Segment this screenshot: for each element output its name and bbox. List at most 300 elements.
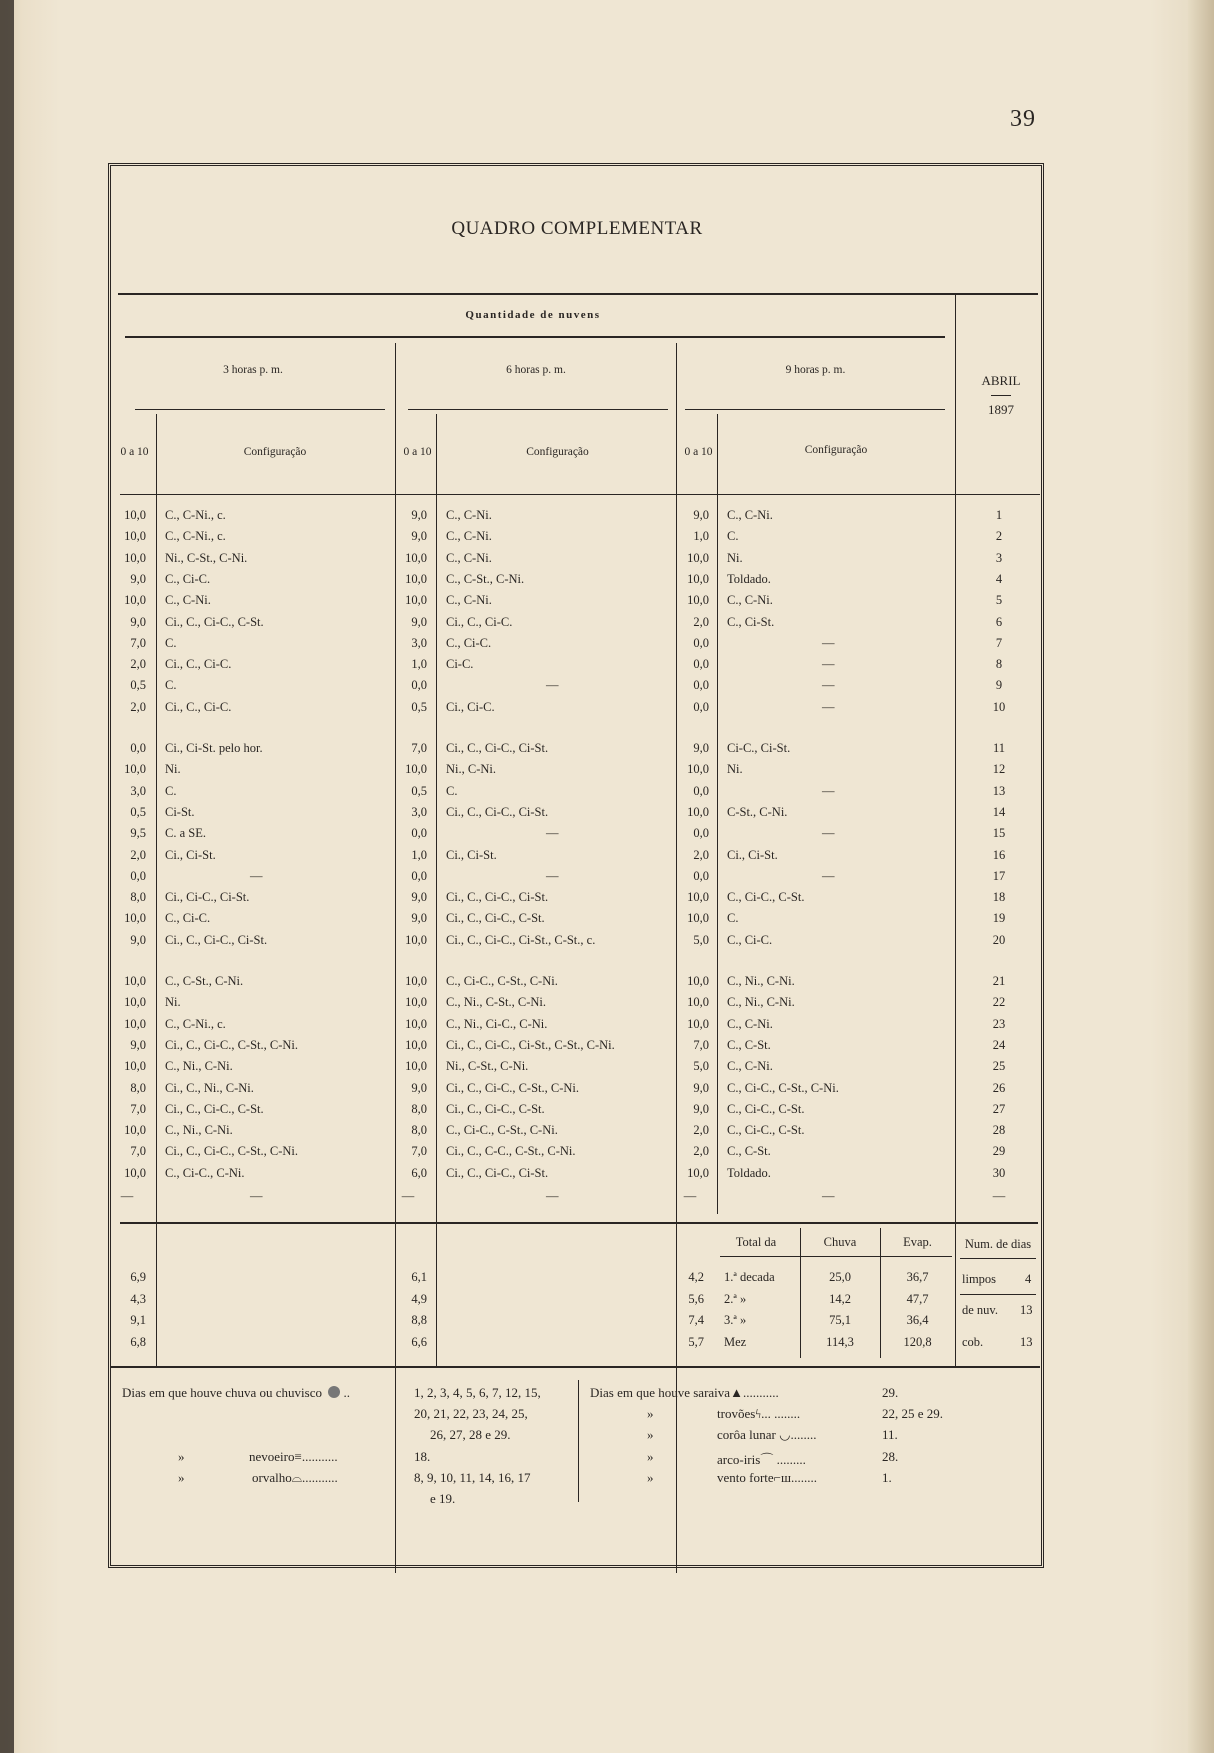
table-row [0, 826, 1214, 847]
footer-divider [578, 1380, 579, 1502]
qty-9pm: 10,0 [687, 804, 709, 819]
year-label: 1897 [988, 402, 1014, 417]
footer-saraiva: Dias em que houve saraiva▲........... [590, 1385, 779, 1400]
qty-9pm: 1,0 [693, 529, 709, 544]
mean-9pm: 4,2 [688, 1270, 704, 1284]
config-6pm: Ci., C., Ci-C., Ci-St., C-St., C-Ni. [446, 1037, 615, 1052]
qty-9pm: 5,0 [693, 932, 709, 947]
day-number: 19 [992, 911, 1006, 926]
config-6pm: Ci., C., Ci-C. [446, 614, 513, 629]
qty-9pm: 0,0 [693, 783, 709, 798]
table-row [0, 700, 1214, 721]
thunder-symbol-icon: ϟ [755, 1406, 762, 1421]
summary-period: 1.ª decada [724, 1270, 775, 1284]
mean-6pm: 6,1 [411, 1270, 427, 1284]
swash-6pm [408, 409, 668, 410]
day-number: 14 [992, 804, 1006, 819]
qty-9pm: 2,0 [693, 847, 709, 862]
config-6pm: C., Ci-C., C-St., C-Ni. [446, 974, 558, 988]
qty-3pm: 10,0 [124, 593, 146, 608]
day-number: 6 [995, 614, 1003, 629]
header-rule [118, 293, 1038, 295]
rain-symbol-icon [328, 1386, 340, 1398]
qty-9pm: 10,0 [687, 593, 709, 608]
day-number: 3 [995, 550, 1003, 565]
footer-chuva-days-3: 26, 27, 28 e 29. [430, 1427, 511, 1442]
col-qty-6pm: 0 a 10 [403, 446, 432, 458]
config-9pm: C., Ci-C., C-St. [727, 890, 805, 905]
qty-9pm: — [683, 1189, 697, 1203]
config-3pm: C., Ni., C-Ni. [165, 1059, 233, 1074]
month-label: ABRIL [981, 373, 1021, 388]
qty-6pm: 6,0 [411, 1165, 427, 1180]
dew-symbol-icon: ⌓ [291, 1470, 303, 1485]
footer-chuva-label: Dias em que houve chuva ou chuvisco [122, 1385, 323, 1400]
config-6pm: Ci., Ci-St. [446, 847, 497, 862]
config-9pm: — [822, 826, 835, 841]
table-row [0, 1038, 1214, 1059]
qty-3pm: 9,0 [130, 1037, 146, 1052]
config-9pm: C., C-Ni. [727, 1016, 773, 1031]
day-number: 4 [995, 571, 1003, 586]
qty-6pm: 10,0 [405, 1059, 427, 1074]
day-number: 2 [995, 529, 1003, 544]
qty-9pm: 9,0 [693, 1080, 709, 1095]
period-3pm: 3 horas p. m. [223, 364, 283, 376]
mean-6pm: 4,9 [411, 1292, 427, 1306]
qty-6pm: 3,0 [411, 635, 427, 650]
qty-3pm: 9,0 [130, 571, 146, 586]
qty-6pm: 9,0 [411, 911, 427, 926]
qty-3pm: 8,0 [130, 1080, 146, 1095]
col-qty-3pm: 0 a 10 [120, 446, 149, 458]
fog-symbol-icon: ≡ [294, 1449, 302, 1464]
day-number: 22 [992, 995, 1006, 1010]
qty-9pm: 0,0 [693, 635, 709, 650]
qty-3pm: 8,0 [130, 890, 146, 905]
config-9pm: C., Ni., C-Ni. [727, 974, 795, 988]
day-number: 25 [992, 1059, 1006, 1074]
day-number: 26 [992, 1080, 1006, 1095]
table-row [0, 784, 1214, 805]
qty-6pm: 7,0 [411, 741, 427, 755]
config-3pm: Ci-St. [165, 804, 195, 819]
config-9pm: Ni. [727, 550, 743, 565]
summary-sub-rule [720, 1256, 952, 1257]
config-6pm: C., Ni., C-St., C-Ni. [446, 995, 547, 1010]
config-3pm: C., C-St., C-Ni. [165, 974, 244, 988]
qty-6pm: 9,0 [411, 614, 427, 629]
footer-vento-label: vento forte [717, 1470, 774, 1485]
footer-vento: vento forte⌐ш........ [717, 1470, 818, 1485]
config-9pm: C., C-St. [727, 1037, 771, 1052]
qty-6pm: 1,0 [411, 657, 427, 672]
qty-3pm: 3,0 [130, 783, 146, 798]
config-3pm: Ci., C., Ci-C., Ci-St. [165, 932, 268, 947]
qty-3pm: 0,5 [130, 804, 146, 819]
day-number: 15 [992, 826, 1006, 841]
qty-6pm: 9,0 [411, 890, 427, 905]
denuv-label: de nuv. [962, 1303, 998, 1317]
month-rule [991, 395, 1011, 396]
col-config-6pm: Configuração [526, 446, 589, 458]
table-row [0, 974, 1214, 995]
qty-3pm: 9,0 [130, 932, 146, 947]
swash-9pm [685, 409, 945, 410]
config-6pm: C., Ci-C., C-St., C-Ni. [446, 1123, 558, 1138]
config-6pm: — [546, 1189, 559, 1203]
config-9pm: Toldado. [727, 1165, 771, 1180]
qty-9pm: 7,0 [693, 1037, 709, 1052]
day-number: — [992, 1189, 1006, 1203]
config-6pm: Ci., Ci-C. [446, 699, 495, 714]
qty-9pm: 10,0 [687, 762, 709, 777]
footer-saraiva-label: Dias em que houve saraiva [590, 1385, 731, 1400]
footer-ditto-6: » [647, 1470, 654, 1485]
day-number: 27 [992, 1101, 1006, 1116]
table-row [0, 508, 1214, 529]
qty-6pm: 3,0 [411, 804, 427, 819]
footer-coroa: corôa lunar ◡........ [717, 1427, 817, 1442]
config-3pm: — [250, 1189, 263, 1203]
chuva-value: 114,3 [826, 1335, 854, 1349]
col-config-3pm: Configuração [243, 446, 307, 458]
table-row [0, 636, 1214, 657]
mean-3pm: 9,1 [130, 1313, 146, 1327]
numdias-label: Num. de dias [964, 1237, 1032, 1251]
config-3pm: C. a SE. [165, 826, 206, 841]
footer-ditto-2: » [178, 1470, 185, 1485]
table-row [0, 551, 1214, 572]
day-number: 30 [992, 1165, 1006, 1180]
mean-6pm: 6,6 [411, 1335, 427, 1349]
table-row [0, 1017, 1214, 1038]
strong-wind-symbol-icon: ⌐ш [773, 1470, 792, 1485]
limpos-label: limpos [962, 1272, 997, 1286]
col-qty-9pm: 0 a 10 [684, 446, 713, 458]
config-6pm: Ni., C-St., C-Ni. [446, 1059, 529, 1074]
config-3pm: Ci., C., Ni., C-Ni. [165, 1080, 254, 1095]
day-number: 1 [995, 508, 1003, 522]
qty-3pm: 10,0 [124, 1165, 146, 1180]
config-9pm: C., C-St. [727, 1144, 771, 1159]
qty-6pm: 10,0 [405, 593, 427, 608]
qty-3pm: 10,0 [124, 550, 146, 565]
group-header: Quantidade de nuvens [465, 309, 601, 321]
qty-6pm: 10,0 [405, 974, 427, 988]
config-6pm: C., C-Ni. [446, 529, 492, 544]
table-row [0, 1123, 1214, 1144]
qty-9pm: 0,0 [693, 657, 709, 672]
qty-3pm: 7,0 [130, 1101, 146, 1116]
footer-chuva: Dias em que houve chuva ou chuvisco .. [122, 1385, 351, 1400]
config-9pm: Toldado. [727, 571, 771, 586]
config-3pm: C. [165, 678, 177, 693]
config-9pm: C., Ci-C., C-St. [727, 1123, 805, 1138]
footer-arco-days: 28. [882, 1449, 899, 1464]
config-3pm: Ci., C., Ci-C., C-St., C-Ni. [165, 1144, 299, 1159]
table-row [0, 1102, 1214, 1123]
qty-6pm: 8,0 [411, 1123, 427, 1138]
config-9pm: — [822, 868, 835, 883]
config-9pm: C., C-Ni. [727, 1059, 773, 1074]
qty-9pm: 10,0 [687, 911, 709, 926]
qty-6pm: 10,0 [405, 1016, 427, 1031]
config-6pm: C., Ci-C. [446, 635, 492, 650]
qty-3pm: 10,0 [124, 508, 146, 522]
qty-6pm: 10,0 [405, 995, 427, 1010]
config-9pm: — [822, 635, 835, 650]
qty-9pm: 9,0 [693, 508, 709, 522]
chuva-value: 25,0 [829, 1270, 851, 1284]
qty-3pm: 2,0 [130, 657, 146, 672]
table-row [0, 572, 1214, 593]
config-3pm: C., Ni., C-Ni. [165, 1123, 233, 1138]
qty-3pm: 7,0 [130, 1144, 146, 1159]
qty-3pm: 0,0 [130, 868, 146, 883]
footer-orvalho: orvalho⌓........... [252, 1470, 338, 1485]
mean-9pm: 5,7 [688, 1335, 704, 1349]
summary-rule [120, 1222, 1038, 1224]
lunar-corona-symbol-icon: ◡ [779, 1427, 791, 1442]
day-number: 13 [992, 783, 1006, 798]
column-header-rule [120, 494, 1040, 495]
denuv-count: 13 [1020, 1303, 1033, 1317]
config-6pm: C., C-Ni. [446, 508, 492, 522]
config-3pm: Ci., C., Ci-C., C-St., C-Ni. [165, 1037, 299, 1052]
config-6pm: — [546, 868, 559, 883]
footer-ditto-4: » [647, 1427, 654, 1442]
config-6pm: C. [446, 783, 458, 798]
table-row [0, 593, 1214, 614]
qty-3pm: 9,0 [130, 614, 146, 629]
config-9pm: C., Ci-St. [727, 614, 775, 629]
qty-6pm: 10,0 [405, 1037, 427, 1052]
qty-6pm: 9,0 [411, 1080, 427, 1095]
qty-6pm: 1,0 [411, 847, 427, 862]
config-9pm: Ci., Ci-St. [727, 847, 778, 862]
qty-6pm: 10,0 [405, 932, 427, 947]
config-9pm: C., Ni., C-Ni. [727, 995, 795, 1010]
qty-3pm: 0,0 [130, 741, 146, 755]
mean-6pm: 8,8 [411, 1313, 427, 1327]
config-3pm: Ci., C., Ci-C. [165, 699, 232, 714]
qty-3pm: 7,0 [130, 635, 146, 650]
evap-value: 36,4 [906, 1313, 929, 1327]
config-3pm: C., Ci-C. [165, 911, 211, 926]
footer-orvalho-label: orvalho [252, 1470, 292, 1485]
config-6pm: C., C-Ni. [446, 593, 492, 608]
day-number: 29 [992, 1144, 1006, 1159]
qty-3pm: 2,0 [130, 847, 146, 862]
config-3pm: Ci., Ci-St. [165, 847, 216, 862]
qty-9pm: 10,0 [687, 1016, 709, 1031]
footer-ditto-5: » [647, 1449, 654, 1464]
day-number: 12 [992, 762, 1006, 777]
config-6pm: C., Ni., Ci-C., C-Ni. [446, 1016, 548, 1031]
config-6pm: Ci., C., Ci-C., C-St. [446, 1101, 545, 1116]
config-9pm: Ci-C., Ci-St. [727, 741, 791, 755]
footer-rule [110, 1366, 1040, 1368]
config-3pm: C., C-Ni. [165, 593, 211, 608]
footer-trovoes-days: 22, 25 e 29. [882, 1406, 944, 1421]
table-row [0, 1144, 1214, 1165]
evap-value: 36,7 [906, 1270, 929, 1284]
day-number: 24 [992, 1037, 1006, 1052]
config-6pm: Ci-C. [446, 657, 474, 672]
qty-9pm: 10,0 [687, 571, 709, 586]
numdias-rule-2 [960, 1294, 1036, 1295]
numdias-rule [960, 1258, 1036, 1259]
evap-label: Evap. [903, 1235, 932, 1249]
day-number: 28 [992, 1123, 1006, 1138]
qty-9pm: 2,0 [693, 614, 709, 629]
config-3pm: C. [165, 635, 177, 650]
config-6pm: — [546, 678, 559, 693]
table-row [0, 678, 1214, 699]
swash-3pm [135, 409, 385, 410]
table-row [0, 848, 1214, 869]
summary-period: Mez [724, 1335, 747, 1349]
qty-9pm: 5,0 [693, 1059, 709, 1074]
qty-9pm: 9,0 [693, 741, 709, 755]
table-row [0, 657, 1214, 678]
config-6pm: Ci., C., Ci-C., Ci-St. [446, 741, 549, 755]
config-6pm: Ci., C., Ci-C., C-St. [446, 911, 545, 926]
table-row [0, 741, 1214, 762]
config-9pm: C. [727, 911, 739, 926]
qty-6pm: 0,0 [411, 868, 427, 883]
footer-nevoeiro-label: nevoeiro [249, 1449, 295, 1464]
day-number: 21 [992, 974, 1006, 988]
qty-9pm: 9,0 [693, 1101, 709, 1116]
config-9pm: C., Ci-C., C-St., C-Ni. [727, 1080, 839, 1095]
mean-9pm: 7,4 [688, 1313, 704, 1327]
config-3pm: Ni., C-St., C-Ni. [165, 550, 248, 565]
day-number: 9 [995, 678, 1003, 693]
table-row [0, 762, 1214, 783]
config-3pm: C., C-Ni., c. [165, 529, 226, 544]
qty-3pm: 10,0 [124, 1059, 146, 1074]
footer-chuva-days-2: 20, 21, 22, 23, 24, 25, [414, 1406, 528, 1421]
qty-9pm: 10,0 [687, 995, 709, 1010]
qty-6pm: 9,0 [411, 529, 427, 544]
footer-ditto-3: » [647, 1406, 654, 1421]
qty-9pm: 0,0 [693, 826, 709, 841]
config-6pm: — [546, 826, 559, 841]
config-6pm: Ni., C-Ni. [446, 762, 496, 777]
footer-coroa-days: 11. [882, 1427, 898, 1442]
config-3pm: C., Ci-C. [165, 571, 211, 586]
qty-3pm: 10,0 [124, 974, 146, 988]
summary-period: 3.ª » [724, 1313, 747, 1327]
table-row [0, 1081, 1214, 1102]
config-9pm: — [822, 1189, 835, 1203]
group-swash [125, 336, 945, 338]
config-6pm: C., C-St., C-Ni. [446, 571, 525, 586]
config-3pm: Ci., C., Ci-C., C-St. [165, 614, 264, 629]
config-9pm: C. [727, 529, 739, 544]
footer-arco: arco-iris⌒ ......... [717, 1449, 806, 1468]
qty-9pm: 0,0 [693, 868, 709, 883]
config-3pm: C. [165, 783, 177, 798]
qty-6pm: 0,5 [411, 783, 427, 798]
config-6pm: C., C-Ni. [446, 550, 492, 565]
day-number: 11 [992, 741, 1006, 755]
config-3pm: Ci., C., Ci-C., C-St. [165, 1101, 264, 1116]
chuva-value: 14,2 [829, 1292, 851, 1306]
qty-9pm: 0,0 [693, 699, 709, 714]
table-row [0, 1166, 1214, 1187]
table-row [0, 615, 1214, 636]
period-6pm: 6 horas p. m. [506, 364, 566, 376]
footer-trovoes: trovõesϟ... ........ [717, 1406, 801, 1421]
page-number: 39 [1010, 106, 1036, 132]
footer-orvalho-days-2: e 19. [430, 1491, 456, 1506]
config-9pm: — [822, 783, 835, 798]
day-number: 10 [992, 699, 1006, 714]
config-3pm: C., C-Ni., c. [165, 508, 226, 522]
qty-3pm: 2,0 [130, 699, 146, 714]
qty-9pm: 10,0 [687, 890, 709, 905]
qty-3pm: 10,0 [124, 762, 146, 777]
day-number: 16 [992, 847, 1006, 862]
config-3pm: — [250, 868, 263, 883]
footer-nevoeiro-days: 18. [414, 1449, 431, 1464]
qty-3pm: 0,5 [130, 678, 146, 693]
hail-symbol-icon: ▲ [730, 1385, 743, 1400]
cob-count: 13 [1020, 1335, 1033, 1349]
table-row [0, 1189, 1214, 1210]
qty-9pm: 2,0 [693, 1123, 709, 1138]
table-row [0, 911, 1214, 932]
config-3pm: Ni. [165, 995, 181, 1010]
qty-6pm: 8,0 [411, 1101, 427, 1116]
qty-3pm: 10,0 [124, 911, 146, 926]
config-3pm: Ci., Ci-C., Ci-St. [165, 890, 250, 905]
footer-nevoeiro: nevoeiro≡........... [249, 1449, 338, 1464]
qty-3pm: 9,5 [130, 826, 146, 841]
config-9pm: C-St., C-Ni. [727, 804, 788, 819]
qty-9pm: 2,0 [693, 1144, 709, 1159]
summary-period: 2.ª » [724, 1292, 747, 1306]
cob-label: cob. [962, 1335, 984, 1349]
config-9pm: — [822, 699, 835, 714]
qty-6pm: 10,0 [405, 571, 427, 586]
table-row [0, 890, 1214, 911]
qty-3pm: 10,0 [124, 995, 146, 1010]
config-3pm: Ni. [165, 762, 181, 777]
footer-coroa-label: corôa lunar [717, 1427, 776, 1442]
day-number: 7 [995, 635, 1003, 650]
table-row [0, 933, 1214, 954]
table-row [0, 805, 1214, 826]
config-9pm: — [822, 678, 835, 693]
footer-vento-days: 1. [882, 1470, 892, 1485]
day-number: 23 [992, 1016, 1006, 1031]
day-number: 5 [995, 593, 1003, 608]
qty-3pm: — [120, 1189, 134, 1203]
qty-9pm: 10,0 [687, 550, 709, 565]
mean-3pm: 6,8 [130, 1335, 146, 1349]
qty-6pm: 7,0 [411, 1144, 427, 1159]
mean-3pm: 6,9 [130, 1270, 146, 1284]
table-row [0, 1059, 1214, 1080]
mean-3pm: 4,3 [130, 1292, 146, 1306]
col-config-9pm: Configuração [804, 444, 868, 456]
day-number: 18 [992, 890, 1006, 905]
qty-6pm: 0,0 [411, 678, 427, 693]
